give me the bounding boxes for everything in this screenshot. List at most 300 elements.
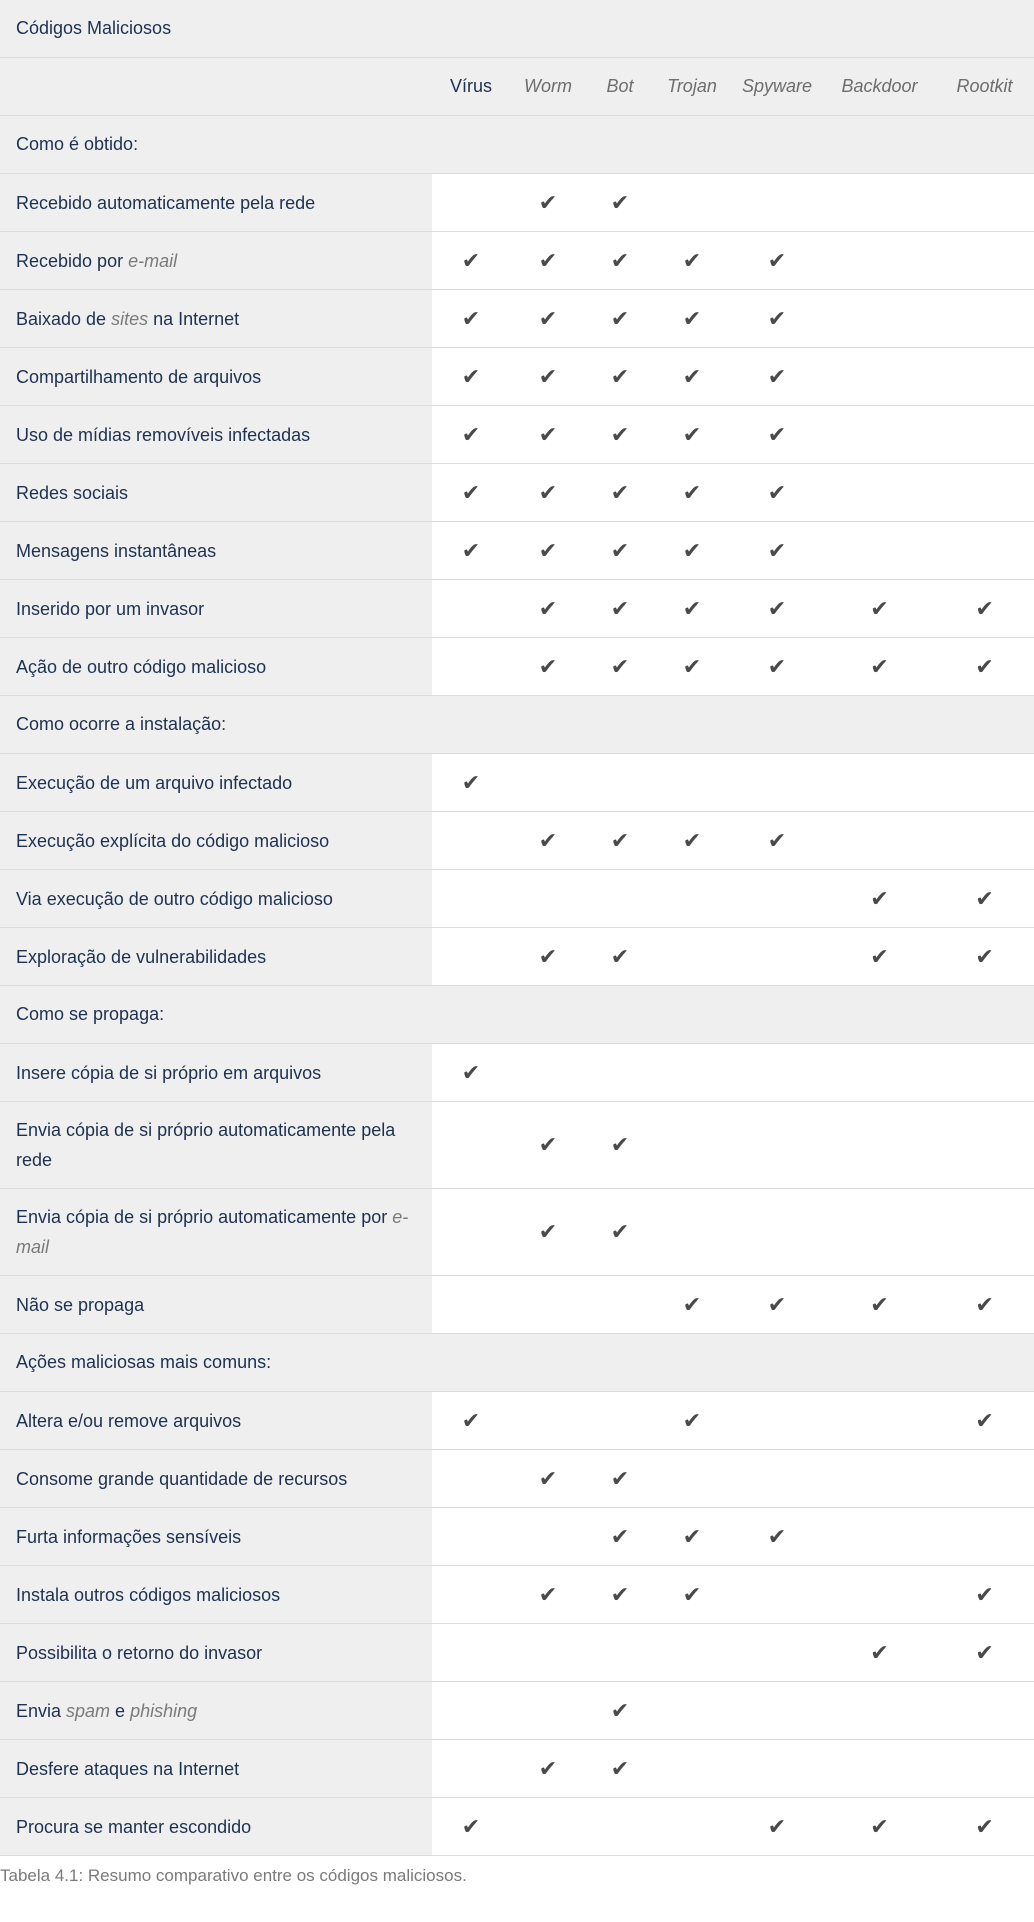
row-label-italic-part: sites [111, 308, 149, 329]
cell-trojan [654, 638, 730, 696]
check-icon: ✔ [461, 1407, 481, 1433]
row-label [0, 232, 432, 290]
table-row [0, 1450, 1034, 1508]
cell-bot [586, 464, 654, 522]
cell-trojan [654, 1450, 730, 1508]
cell-rootkit [935, 1044, 1034, 1102]
table-row [0, 348, 1034, 406]
row-label-part: Baixado de [16, 308, 112, 329]
column-header-row [0, 58, 1034, 116]
section-title: Como é obtido: [0, 116, 1034, 174]
check-icon: ✔ [870, 943, 889, 969]
cell-worm [510, 290, 586, 348]
cell-rootkit [935, 1682, 1034, 1740]
cell-backdoor [824, 812, 935, 870]
cell-backdoor [824, 1682, 935, 1740]
cell-worm [510, 1624, 586, 1682]
row-label [0, 1450, 432, 1508]
cell-trojan [654, 348, 730, 406]
check-icon: ✔ [610, 653, 630, 679]
section-header-row [0, 986, 1034, 1044]
table-row [0, 1392, 1034, 1450]
cell-worm [510, 638, 586, 696]
check-icon: ✔ [975, 1581, 994, 1607]
check-icon: ✔ [975, 595, 994, 621]
cell-worm [510, 1508, 586, 1566]
cell-backdoor [824, 1044, 935, 1102]
cell-trojan [654, 290, 730, 348]
cell-backdoor [824, 522, 935, 580]
row-label [0, 1566, 432, 1624]
cell-backdoor [824, 1566, 935, 1624]
cell-rootkit [935, 580, 1034, 638]
cell-trojan [654, 174, 730, 232]
cell-worm [510, 754, 586, 812]
section-title: Como se propaga: [0, 986, 1034, 1044]
check-icon: ✔ [461, 305, 481, 331]
check-icon: ✔ [682, 653, 702, 679]
check-icon: ✔ [610, 247, 630, 273]
cell-backdoor [824, 1392, 935, 1450]
cell-worm [510, 580, 586, 638]
row-label-italic-part: spam [66, 1700, 111, 1721]
cell-rootkit [935, 464, 1034, 522]
check-icon: ✔ [538, 189, 558, 215]
check-icon: ✔ [610, 1523, 630, 1549]
row-label-part: Envia [16, 1700, 67, 1721]
cell-bot [586, 638, 654, 696]
check-icon: ✔ [870, 1813, 889, 1839]
cell-virus [432, 406, 510, 464]
cell-backdoor [824, 870, 935, 928]
check-icon: ✔ [975, 1813, 994, 1839]
cell-spyware [730, 1276, 824, 1334]
cell-trojan [654, 580, 730, 638]
table-title: Códigos Maliciosos [0, 0, 1034, 58]
cell-spyware [730, 290, 824, 348]
cell-spyware [730, 928, 824, 986]
cell-virus [432, 1276, 510, 1334]
row-label-part: Desfere ataques na Internet [16, 1758, 240, 1779]
row-label [0, 1798, 432, 1856]
cell-bot [586, 928, 654, 986]
cell-trojan [654, 1392, 730, 1450]
table-row [0, 406, 1034, 464]
cell-virus [432, 638, 510, 696]
cell-trojan [654, 406, 730, 464]
cell-trojan [654, 1276, 730, 1334]
check-icon: ✔ [682, 305, 702, 331]
section-title: Como ocorre a instalação: [0, 696, 1034, 754]
cell-virus [432, 1682, 510, 1740]
cell-virus [432, 464, 510, 522]
column-header-trojan: Trojan [654, 58, 730, 116]
check-icon: ✔ [538, 827, 558, 853]
row-label [0, 290, 432, 348]
cell-virus [432, 348, 510, 406]
row-label-part: Uso de mídias removíveis infectadas [16, 424, 311, 445]
cell-bot [586, 1566, 654, 1624]
cell-spyware [730, 232, 824, 290]
cell-trojan [654, 1508, 730, 1566]
cell-rootkit [935, 638, 1034, 696]
check-icon: ✔ [767, 1291, 787, 1317]
check-icon: ✔ [610, 943, 630, 969]
row-label [0, 406, 432, 464]
check-icon: ✔ [975, 1407, 994, 1433]
table-caption: Tabela 4.1: Resumo comparativo entre os códigos maliciosos. [0, 1866, 467, 1885]
column-header-rootkit: Rootkit [935, 58, 1034, 116]
cell-worm [510, 1276, 586, 1334]
cell-worm [510, 232, 586, 290]
cell-trojan [654, 754, 730, 812]
cell-trojan [654, 1044, 730, 1102]
check-icon: ✔ [682, 595, 702, 621]
cell-bot [586, 1740, 654, 1798]
cell-rootkit [935, 928, 1034, 986]
check-icon: ✔ [767, 653, 787, 679]
row-label [0, 754, 432, 812]
cell-trojan [654, 1798, 730, 1856]
cell-worm [510, 1450, 586, 1508]
check-icon: ✔ [610, 479, 630, 505]
check-icon: ✔ [870, 1291, 889, 1317]
cell-rootkit [935, 812, 1034, 870]
cell-spyware [730, 1508, 824, 1566]
cell-spyware [730, 638, 824, 696]
row-label-part: Inserido por um invasor [16, 598, 205, 619]
cell-rootkit [935, 232, 1034, 290]
table-row [0, 464, 1034, 522]
cell-rootkit [935, 406, 1034, 464]
row-label [0, 1740, 432, 1798]
cell-worm [510, 870, 586, 928]
section-title: Ações maliciosas mais comuns: [0, 1334, 1034, 1392]
cell-rootkit [935, 1102, 1034, 1189]
check-icon: ✔ [538, 943, 558, 969]
table-row [0, 290, 1034, 348]
cell-virus [432, 1798, 510, 1856]
cell-spyware [730, 1450, 824, 1508]
cell-worm [510, 464, 586, 522]
table-row [0, 1798, 1034, 1856]
cell-rootkit [935, 1276, 1034, 1334]
row-label-part: Procura se manter escondido [16, 1816, 252, 1837]
cell-virus [432, 1740, 510, 1798]
row-label [0, 1102, 432, 1189]
table-row [0, 812, 1034, 870]
cell-rootkit [935, 870, 1034, 928]
table-row [0, 1740, 1034, 1798]
check-icon: ✔ [975, 943, 994, 969]
table-row [0, 1276, 1034, 1334]
cell-virus [432, 928, 510, 986]
check-icon: ✔ [461, 479, 481, 505]
cell-rootkit [935, 1566, 1034, 1624]
check-icon: ✔ [767, 1523, 787, 1549]
row-label-part: Envia cópia de si próprio automaticamente pela rede [16, 1120, 396, 1170]
table-row [0, 522, 1034, 580]
cell-trojan [654, 232, 730, 290]
table-row [0, 1044, 1034, 1102]
cell-virus [432, 232, 510, 290]
check-icon: ✔ [461, 421, 481, 447]
check-icon: ✔ [538, 1755, 558, 1781]
section-header-row [0, 1334, 1034, 1392]
check-icon: ✔ [538, 653, 558, 679]
cell-trojan [654, 522, 730, 580]
row-label [0, 1682, 432, 1740]
check-icon: ✔ [538, 421, 558, 447]
cell-bot [586, 1189, 654, 1276]
row-label-italic-part: e-mail [16, 1207, 409, 1257]
cell-bot [586, 174, 654, 232]
cell-rootkit [935, 1624, 1034, 1682]
cell-bot [586, 754, 654, 812]
check-icon: ✔ [870, 885, 889, 911]
cell-backdoor [824, 1450, 935, 1508]
row-label [0, 174, 432, 232]
cell-bot [586, 1450, 654, 1508]
cell-bot [586, 290, 654, 348]
cell-worm [510, 1798, 586, 1856]
table-row [0, 174, 1034, 232]
cell-backdoor [824, 1276, 935, 1334]
cell-trojan [654, 1682, 730, 1740]
check-icon: ✔ [767, 595, 787, 621]
check-icon: ✔ [538, 1132, 558, 1157]
check-icon: ✔ [682, 537, 702, 563]
cell-bot [586, 870, 654, 928]
check-icon: ✔ [610, 1132, 630, 1157]
table-row [0, 1189, 1034, 1276]
cell-backdoor [824, 464, 935, 522]
check-icon: ✔ [610, 1465, 630, 1491]
check-icon: ✔ [610, 595, 630, 621]
cell-worm [510, 522, 586, 580]
cell-spyware [730, 1624, 824, 1682]
check-icon: ✔ [767, 537, 787, 563]
check-icon: ✔ [610, 537, 630, 563]
cell-bot [586, 1102, 654, 1189]
check-icon: ✔ [461, 537, 481, 563]
cell-backdoor [824, 1798, 935, 1856]
check-icon: ✔ [538, 537, 558, 563]
table-row [0, 232, 1034, 290]
check-icon: ✔ [538, 1581, 558, 1607]
row-label [0, 1189, 432, 1276]
cell-trojan [654, 1189, 730, 1276]
row-label [0, 1392, 432, 1450]
check-icon: ✔ [682, 1581, 702, 1607]
cell-worm [510, 1044, 586, 1102]
cell-worm [510, 1740, 586, 1798]
cell-virus [432, 290, 510, 348]
check-icon: ✔ [975, 653, 994, 679]
cell-virus [432, 1102, 510, 1189]
check-icon: ✔ [610, 363, 630, 389]
cell-trojan [654, 870, 730, 928]
cell-trojan [654, 812, 730, 870]
cell-backdoor [824, 1508, 935, 1566]
cell-virus [432, 812, 510, 870]
cell-spyware [730, 464, 824, 522]
cell-bot [586, 1798, 654, 1856]
cell-virus [432, 1566, 510, 1624]
cell-bot [586, 1624, 654, 1682]
cell-virus [432, 1624, 510, 1682]
row-label [0, 638, 432, 696]
cell-bot [586, 406, 654, 464]
check-icon: ✔ [538, 363, 558, 389]
cell-trojan [654, 1102, 730, 1189]
cell-trojan [654, 1740, 730, 1798]
cell-worm [510, 406, 586, 464]
check-icon: ✔ [682, 1291, 702, 1317]
row-label-part: Insere cópia de si próprio em arquivos [16, 1062, 322, 1083]
row-label [0, 522, 432, 580]
section-header-row [0, 116, 1034, 174]
table-body [0, 116, 1034, 1856]
check-icon: ✔ [682, 1407, 702, 1433]
cell-worm [510, 812, 586, 870]
row-label [0, 870, 432, 928]
check-icon: ✔ [610, 1219, 630, 1244]
table-row [0, 928, 1034, 986]
cell-trojan [654, 1624, 730, 1682]
check-icon: ✔ [538, 1219, 558, 1244]
check-icon: ✔ [975, 1639, 994, 1665]
check-icon: ✔ [538, 305, 558, 331]
cell-rootkit [935, 1450, 1034, 1508]
cell-virus [432, 1189, 510, 1276]
check-icon: ✔ [610, 1755, 630, 1781]
cell-backdoor [824, 754, 935, 812]
row-label-part: Não se propaga [16, 1294, 145, 1315]
section-header-row [0, 696, 1034, 754]
cell-spyware [730, 1798, 824, 1856]
row-label-part: na Internet [148, 308, 240, 329]
check-icon: ✔ [767, 1813, 787, 1839]
row-label [0, 1624, 432, 1682]
row-label [0, 1276, 432, 1334]
table-row [0, 1566, 1034, 1624]
cell-bot [586, 232, 654, 290]
cell-bot [586, 1682, 654, 1740]
row-label [0, 348, 432, 406]
cell-spyware [730, 870, 824, 928]
cell-worm [510, 174, 586, 232]
cell-virus [432, 1450, 510, 1508]
row-label-italic-part: phishing [130, 1700, 198, 1721]
cell-bot [586, 348, 654, 406]
cell-virus [432, 1508, 510, 1566]
cell-backdoor [824, 1189, 935, 1276]
cell-rootkit [935, 1392, 1034, 1450]
row-label-part: e [110, 1700, 131, 1721]
row-label-part: Mensagens instantâneas [16, 540, 217, 561]
check-icon: ✔ [682, 827, 702, 853]
check-icon: ✔ [682, 363, 702, 389]
cell-rootkit [935, 522, 1034, 580]
check-icon: ✔ [767, 827, 787, 853]
row-label-part: Altera e/ou remove arquivos [16, 1410, 242, 1431]
check-icon: ✔ [767, 363, 787, 389]
check-icon: ✔ [682, 479, 702, 505]
cell-virus [432, 580, 510, 638]
check-icon: ✔ [610, 1581, 630, 1607]
cell-bot [586, 1508, 654, 1566]
cell-worm [510, 1392, 586, 1450]
row-label [0, 928, 432, 986]
cell-rootkit [935, 1798, 1034, 1856]
check-icon: ✔ [870, 1639, 889, 1665]
check-icon: ✔ [682, 421, 702, 447]
cell-rootkit [935, 754, 1034, 812]
cell-backdoor [824, 638, 935, 696]
cell-worm [510, 1682, 586, 1740]
cell-rootkit [935, 290, 1034, 348]
row-label [0, 464, 432, 522]
row-label [0, 812, 432, 870]
cell-virus [432, 754, 510, 812]
cell-bot [586, 1392, 654, 1450]
cell-backdoor [824, 928, 935, 986]
table-row [0, 580, 1034, 638]
cell-backdoor [824, 174, 935, 232]
cell-spyware [730, 1102, 824, 1189]
cell-spyware [730, 348, 824, 406]
check-icon: ✔ [538, 1465, 558, 1491]
check-icon: ✔ [461, 769, 481, 795]
check-icon: ✔ [610, 421, 630, 447]
cell-bot [586, 1044, 654, 1102]
row-label-part: Envia cópia de si próprio automaticamente por [16, 1207, 393, 1227]
cell-worm [510, 348, 586, 406]
row-label-part: Ação de outro código malicioso [16, 656, 267, 677]
check-icon: ✔ [538, 247, 558, 273]
column-header-bot: Bot [586, 58, 654, 116]
row-label-part: Execução de um arquivo infectado [16, 772, 293, 793]
cell-spyware [730, 522, 824, 580]
check-icon: ✔ [461, 1059, 481, 1085]
cell-rootkit [935, 1740, 1034, 1798]
table-row [0, 754, 1034, 812]
check-icon: ✔ [461, 247, 481, 273]
column-header-empty [0, 58, 432, 116]
check-icon: ✔ [610, 305, 630, 331]
check-icon: ✔ [682, 1523, 702, 1549]
check-icon: ✔ [975, 1291, 994, 1317]
cell-spyware [730, 1044, 824, 1102]
cell-worm [510, 1566, 586, 1624]
row-label [0, 1044, 432, 1102]
cell-backdoor [824, 580, 935, 638]
column-header-backdoor: Backdoor [824, 58, 935, 116]
cell-backdoor [824, 406, 935, 464]
check-icon: ✔ [767, 421, 787, 447]
cell-spyware [730, 406, 824, 464]
cell-trojan [654, 928, 730, 986]
table-row [0, 1102, 1034, 1189]
cell-bot [586, 1276, 654, 1334]
cell-bot [586, 522, 654, 580]
check-icon: ✔ [767, 305, 787, 331]
cell-rootkit [935, 174, 1034, 232]
cell-virus [432, 522, 510, 580]
cell-bot [586, 580, 654, 638]
cell-backdoor [824, 1740, 935, 1798]
